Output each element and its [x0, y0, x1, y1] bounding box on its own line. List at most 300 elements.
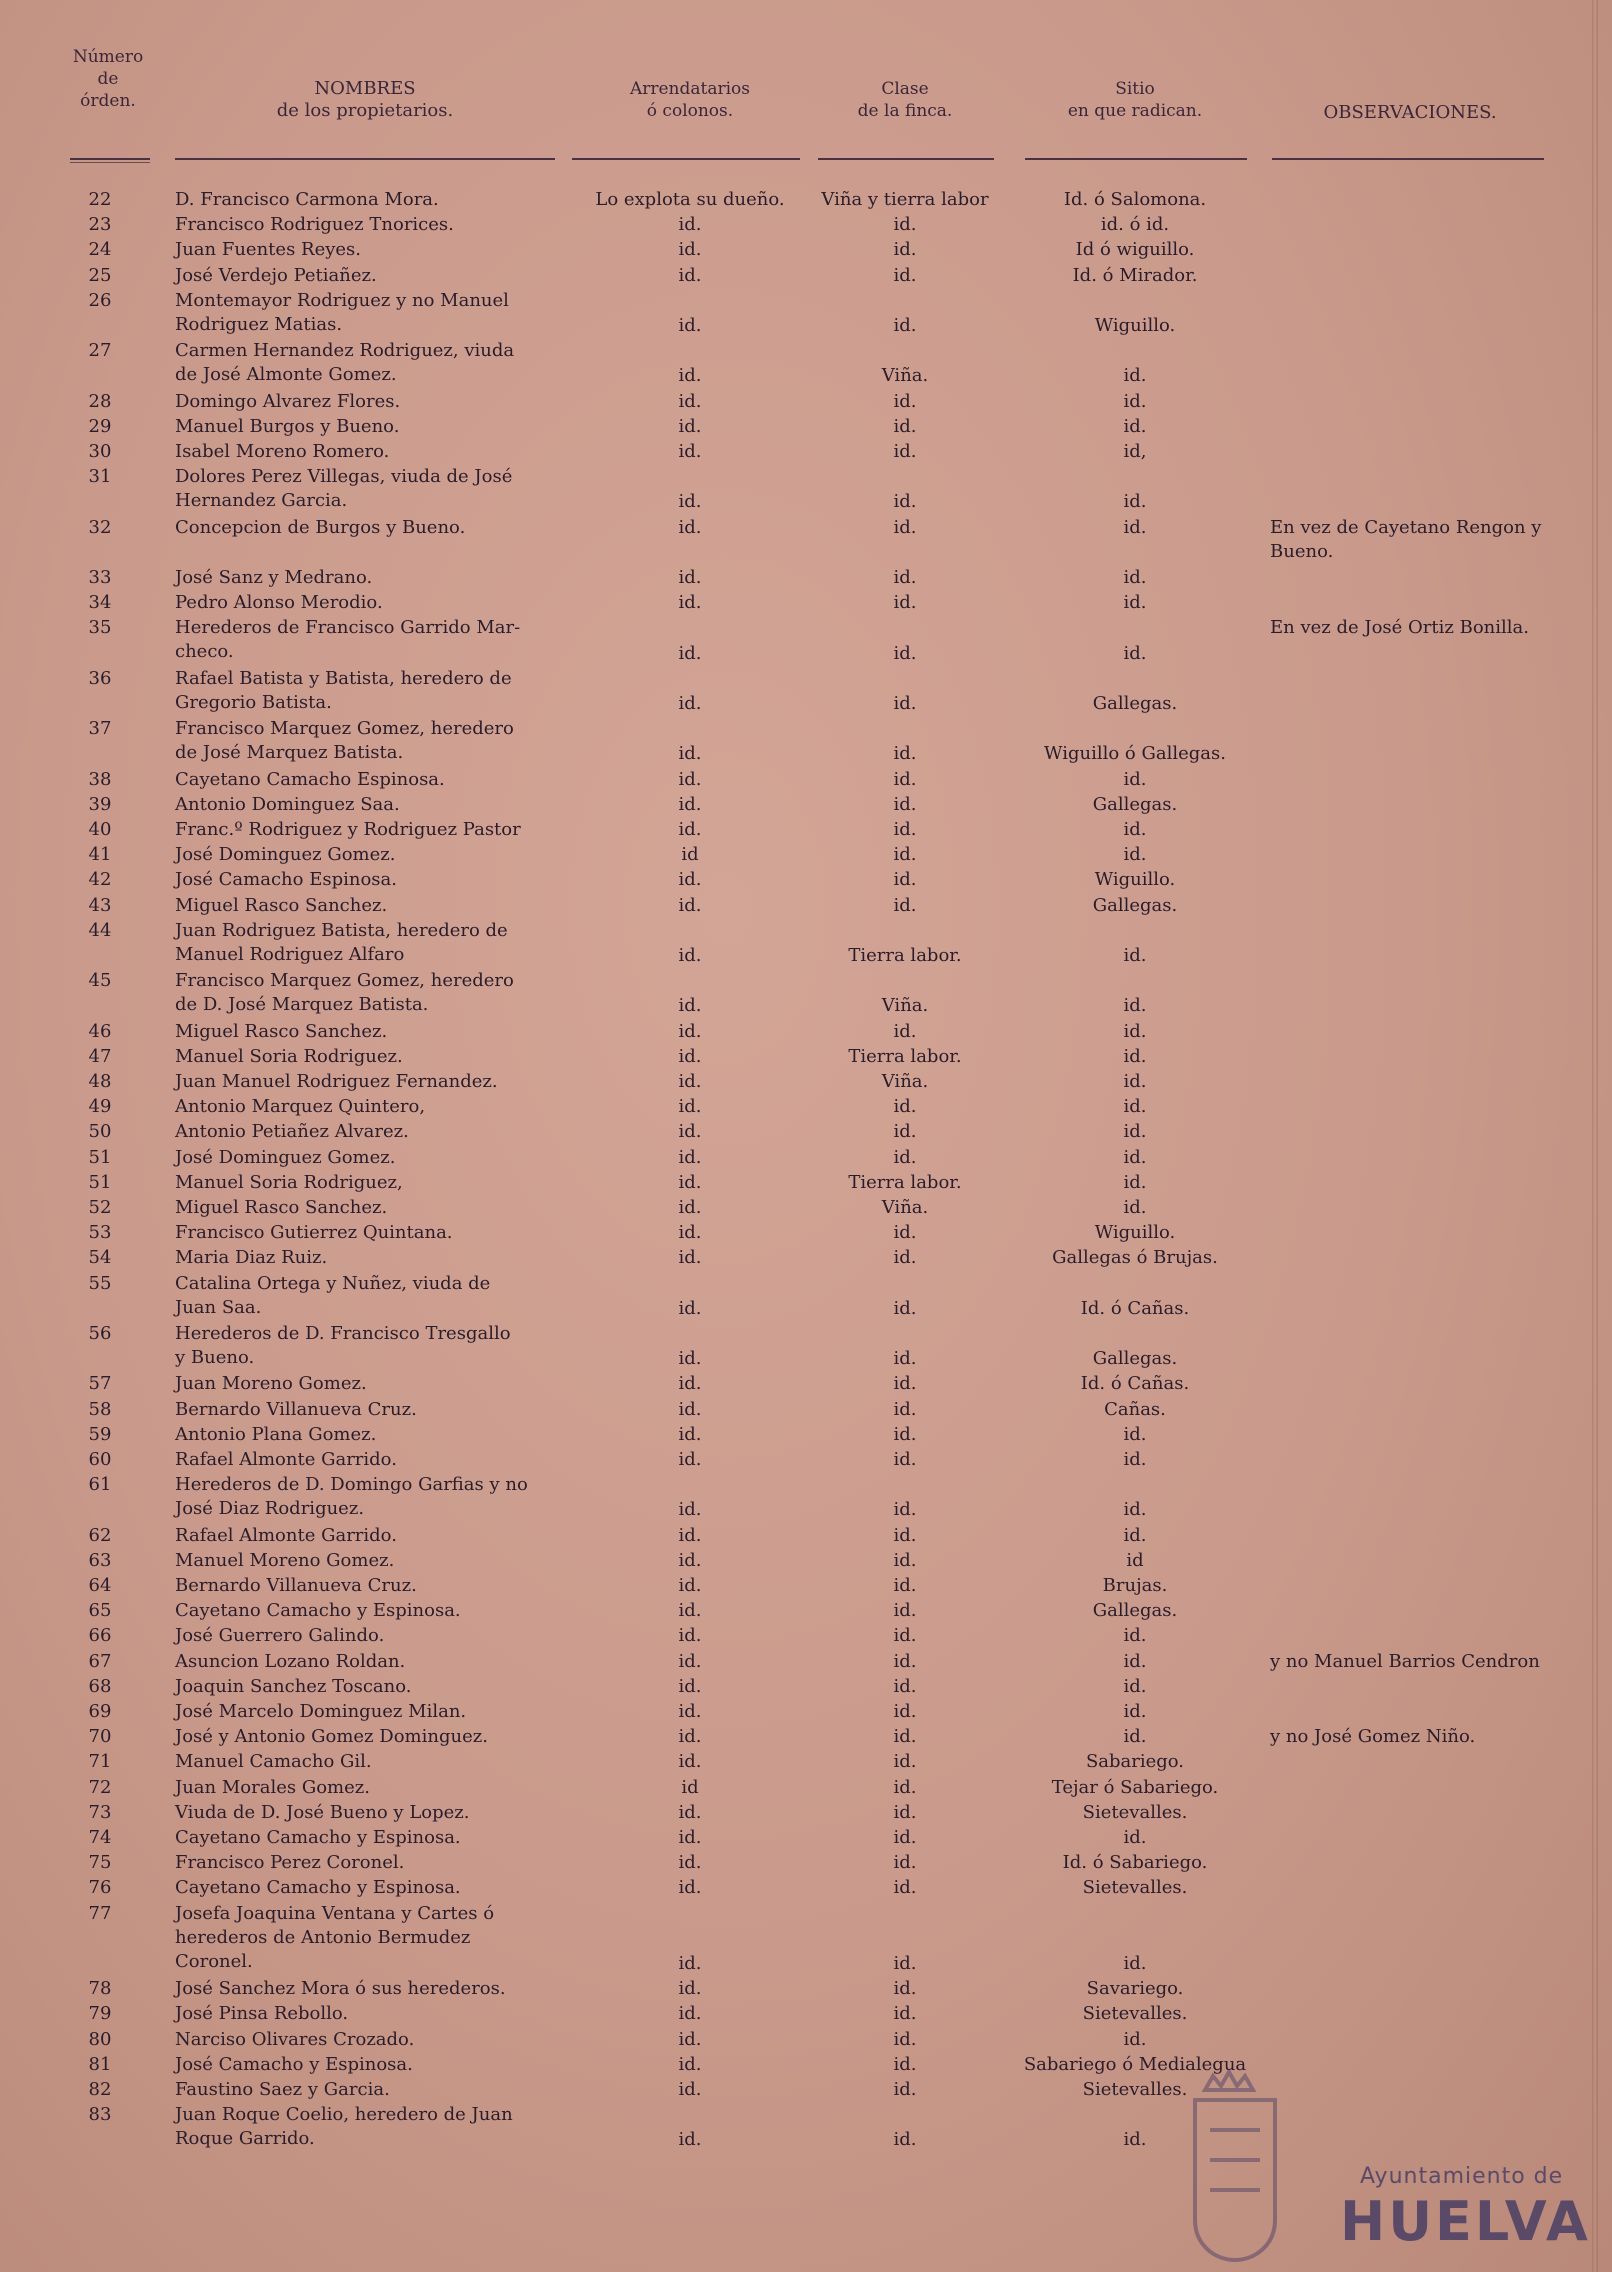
row-number: 82: [88, 2079, 112, 2100]
row-number: 31: [88, 466, 112, 488]
tenant: id.: [678, 592, 702, 614]
property-class: id.: [893, 2003, 917, 2025]
property-class: id.: [893, 491, 917, 513]
location: id.: [1123, 1449, 1147, 1470]
row-number: 49: [88, 1096, 112, 1118]
owner-name: José Camacho Espinosa.: [175, 869, 397, 891]
property-class: Viña.: [881, 1071, 929, 1092]
property-class: id.: [893, 1952, 917, 1974]
row-number: 54: [88, 1247, 112, 1269]
location: id.: [1123, 944, 1147, 966]
location: id.: [1123, 491, 1147, 513]
tenant: id.: [678, 894, 702, 916]
owner-name: Catalina Ortega y Nuñez, viuda de Juan Saa.: [175, 1272, 491, 1318]
tenant: id.: [678, 390, 702, 412]
location: Id. ó Mirador.: [1072, 264, 1198, 286]
property-class: Viña.: [881, 365, 929, 387]
property-class: id.: [893, 1222, 917, 1244]
row-number: 83: [88, 2104, 112, 2126]
owner-name: Juan Moreno Gomez.: [175, 1373, 367, 1395]
property-class: id.: [893, 819, 917, 840]
tenant: id.: [678, 2003, 702, 2025]
row-number: 46: [88, 1020, 112, 1042]
property-class: id.: [893, 1600, 917, 1622]
owner-name: Bernardo Villanueva Cruz.: [175, 1575, 417, 1596]
tenant: id.: [678, 1146, 702, 1168]
owner-name: Manuel Camacho Gil.: [175, 1751, 372, 1773]
owner-name: Miguel Rasco Sanchez.: [175, 1197, 388, 1218]
observation: En vez de José Ortiz Bonilla.: [1270, 617, 1529, 639]
row-number: 45: [88, 970, 112, 992]
observation: y no Manuel Barrios Cendron: [1270, 1650, 1540, 1672]
tenant: id.: [678, 1449, 702, 1470]
location: Gallegas ó Brujas.: [1052, 1247, 1218, 1269]
location: id.: [1123, 1121, 1147, 1143]
property-class: id.: [893, 793, 917, 815]
location: id.: [1123, 1625, 1147, 1647]
row-number: 66: [88, 1625, 112, 1647]
owner-name: Josefa Joaquina Ventana y Cartes ó herederos de Antonio Bermudez Coronel.: [175, 1902, 495, 1972]
owner-name: Pedro Alonso Merodio.: [175, 592, 383, 614]
tenant: id.: [678, 1600, 702, 1622]
location: id.: [1123, 415, 1147, 437]
tenant: id.: [678, 1171, 702, 1193]
owner-name: Carmen Hernandez Rodriguez, viuda de José Almonte Gomez.: [175, 340, 515, 386]
owner-name: José Verdejo Petiañez.: [175, 264, 377, 286]
observation: En vez de Cayetano Rengon y Bueno.: [1270, 516, 1542, 562]
location: id.: [1123, 1171, 1147, 1193]
location: Id. ó Salomona.: [1063, 189, 1207, 210]
property-class: id.: [893, 1373, 917, 1395]
row-number: 60: [88, 1449, 112, 1470]
tenant: id.: [678, 642, 702, 664]
tenant: id.: [678, 2129, 702, 2151]
property-class: id.: [893, 869, 917, 891]
property-class: id.: [893, 264, 917, 286]
owner-name: José Dominguez Gomez.: [175, 844, 396, 866]
property-class: id.: [893, 1146, 917, 1168]
property-class: id.: [893, 2053, 917, 2075]
owner-name: José Camacho y Espinosa.: [175, 2053, 413, 2075]
header-rule-class: [818, 158, 994, 160]
property-class: id.: [893, 692, 917, 714]
location: id.: [1123, 390, 1147, 412]
row-number: 62: [88, 1524, 112, 1546]
row-number: 33: [88, 567, 112, 588]
row-number: 32: [88, 516, 112, 538]
owner-name: Francisco Rodriguez Tnorices.: [175, 214, 454, 236]
location: Sietevalles.: [1082, 1877, 1188, 1899]
tenant: id.: [678, 1524, 702, 1546]
location: Sietevalles.: [1082, 2079, 1188, 2100]
property-class: id.: [893, 2079, 917, 2100]
header-site: Sitio en que radican.: [1067, 79, 1203, 121]
tenant: id.: [678, 314, 702, 336]
tenant: id.: [678, 1121, 702, 1143]
property-class: Tierra labor.: [848, 944, 962, 966]
tenant: id.: [678, 1827, 702, 1848]
tenant: id.: [678, 1625, 702, 1647]
location: id,: [1123, 441, 1147, 462]
owner-name: Rafael Almonte Garrido.: [175, 1449, 397, 1470]
location: id.: [1123, 1045, 1147, 1067]
property-class: id.: [893, 1978, 917, 2000]
row-number: 29: [88, 415, 112, 437]
owner-name: Manuel Burgos y Bueno.: [175, 415, 400, 437]
row-number: 55: [88, 1272, 112, 1294]
row-number: 76: [88, 1877, 112, 1899]
tenant: id.: [678, 1852, 702, 1874]
header-names: NOMBRES de los propietarios.: [276, 78, 454, 121]
owner-name: Miguel Rasco Sanchez.: [175, 1020, 388, 1042]
tenant: id.: [678, 2079, 702, 2100]
row-number: 28: [88, 390, 112, 412]
owner-name: José Dominguez Gomez.: [175, 1146, 396, 1168]
owner-name: Franc.º Rodriguez y Rodriguez Pastor: [175, 819, 521, 840]
tenant: id.: [678, 2028, 702, 2050]
tenant: id.: [678, 239, 702, 261]
owner-name: José Marcelo Dominguez Milan.: [175, 1701, 467, 1722]
location: id.: [1123, 2129, 1147, 2151]
owner-name: Maria Diaz Ruiz.: [175, 1247, 328, 1269]
property-class: Viña y tierra labor: [821, 189, 989, 210]
owner-name: Antonio Plana Gomez.: [175, 1423, 377, 1445]
owner-name: Rafael Batista y Batista, heredero de Gregorio Batista.: [175, 667, 512, 713]
owner-name: Juan Fuentes Reyes.: [175, 239, 362, 261]
row-number: 37: [88, 718, 112, 740]
tenant: id.: [678, 869, 702, 891]
property-class: id.: [893, 390, 917, 412]
location: id.: [1123, 819, 1147, 840]
owner-name: Cayetano Camacho Espinosa.: [175, 768, 445, 790]
row-number: 56: [88, 1323, 112, 1344]
owner-name: Rafael Almonte Garrido.: [175, 1524, 397, 1546]
property-class: id.: [893, 1701, 917, 1722]
property-class: id.: [893, 2028, 917, 2050]
row-number: 30: [88, 441, 112, 462]
row-number: 79: [88, 2003, 112, 2025]
owner-name: Manuel Soria Rodriguez,: [175, 1171, 403, 1193]
owner-name: Asuncion Lozano Roldan.: [175, 1650, 406, 1672]
property-class: id.: [893, 1776, 917, 1798]
owner-name: Francisco Marquez Gomez, heredero de D. José Marquez Batista.: [175, 970, 514, 1016]
tenant: id: [681, 844, 699, 866]
tenant: id.: [678, 214, 702, 236]
row-number: 59: [88, 1423, 112, 1445]
location: id.: [1123, 995, 1147, 1017]
location: Id. ó Sabariego.: [1062, 1852, 1208, 1874]
tenant: id.: [678, 1801, 702, 1823]
location: id.: [1123, 642, 1147, 664]
property-class: id.: [893, 1121, 917, 1143]
property-class: id.: [893, 567, 917, 588]
row-number: 48: [88, 1071, 112, 1092]
row-number: 67: [88, 1650, 112, 1672]
owner-name: Isabel Moreno Romero.: [175, 441, 390, 462]
tenant: id.: [678, 1751, 702, 1773]
property-class: Tierra labor.: [848, 1045, 962, 1067]
location: Sabariego ó Medialegua: [1023, 2053, 1247, 2075]
location: id.: [1123, 1499, 1147, 1521]
tenant: id.: [678, 1701, 702, 1722]
property-class: id.: [893, 1297, 917, 1319]
property-class: id.: [893, 516, 917, 538]
property-class: id.: [893, 314, 917, 336]
header-rule-number: [70, 158, 150, 160]
location: id: [1126, 1549, 1144, 1571]
row-number: 25: [88, 264, 112, 286]
header-rule-double: [70, 162, 150, 163]
row-number: 64: [88, 1575, 112, 1596]
location: id.: [1123, 1096, 1147, 1118]
location: id.: [1123, 516, 1147, 538]
owner-name: Dolores Perez Villegas, viuda de José Hernandez Garcia.: [175, 466, 513, 512]
owner-name: Antonio Dominguez Saa.: [175, 793, 400, 815]
owner-name: Juan Rodriguez Batista, heredero de Manuel Rodriguez Alfaro: [175, 919, 508, 965]
row-number: 61: [88, 1474, 112, 1496]
tenant: id.: [678, 1978, 702, 2000]
owner-name: Antonio Marquez Quintero,: [175, 1096, 426, 1118]
tenant: id.: [678, 1877, 702, 1899]
location: id.: [1123, 2028, 1147, 2050]
location: Gallegas.: [1092, 793, 1178, 815]
property-class: Tierra labor.: [848, 1171, 962, 1193]
owner-name: José Pinsa Rebollo.: [175, 2003, 349, 2025]
property-class: id.: [893, 1675, 917, 1697]
owner-name: Concepcion de Burgos y Bueno.: [175, 516, 466, 538]
row-number: 26: [88, 289, 112, 311]
tenant: id.: [678, 1020, 702, 1042]
property-class: id.: [893, 1726, 917, 1748]
row-number: 41: [88, 844, 112, 866]
location: id.: [1123, 1146, 1147, 1168]
property-class: id.: [893, 1247, 917, 1269]
row-number: 68: [88, 1675, 112, 1697]
owner-name: D. Francisco Carmona Mora.: [175, 189, 439, 210]
owner-name: Francisco Gutierrez Quintana.: [175, 1222, 453, 1244]
location: Gallegas.: [1092, 1600, 1178, 1622]
tenant: id.: [678, 1650, 702, 1672]
location: Gallegas.: [1092, 894, 1178, 916]
row-number: 65: [88, 1600, 112, 1622]
row-number: 47: [88, 1045, 112, 1067]
owner-name: Francisco Perez Coronel.: [175, 1852, 405, 1874]
property-class: id.: [893, 415, 917, 437]
property-class: id.: [893, 1575, 917, 1596]
owner-name: Bernardo Villanueva Cruz.: [175, 1398, 417, 1420]
tenant: id.: [678, 692, 702, 714]
tenant: id.: [678, 365, 702, 387]
header-rule-tenants: [572, 158, 800, 160]
location: id.: [1123, 365, 1147, 387]
tenant: id.: [678, 793, 702, 815]
row-number: 69: [88, 1701, 112, 1722]
row-number: 74: [88, 1827, 112, 1848]
location: id.: [1123, 1650, 1147, 1672]
row-number: 78: [88, 1978, 112, 2000]
location: id.: [1123, 1071, 1147, 1092]
row-number: 81: [88, 2053, 112, 2075]
location: Id. ó Cañas.: [1080, 1297, 1190, 1319]
location: Gallegas.: [1092, 692, 1178, 714]
tenant: id.: [678, 491, 702, 513]
owner-name: Juan Roque Coelio, heredero de Juan Roque Garrido.: [175, 2104, 513, 2150]
owner-name: José Sanz y Medrano.: [175, 567, 373, 588]
owner-name: José y Antonio Gomez Dominguez.: [175, 1726, 488, 1748]
property-class: id.: [893, 2129, 917, 2151]
owner-name: Cayetano Camacho y Espinosa.: [175, 1600, 461, 1622]
row-number: 80: [88, 2028, 112, 2050]
tenant: id.: [678, 1398, 702, 1420]
property-class: id.: [893, 1877, 917, 1899]
header-observations: OBSERVACIONES.: [1323, 102, 1497, 123]
tenant: id: [681, 1776, 699, 1798]
location: id.: [1123, 768, 1147, 790]
location: id.: [1123, 1726, 1147, 1748]
location: id.: [1123, 1524, 1147, 1546]
tenant: id.: [678, 2053, 702, 2075]
property-class: id.: [893, 1423, 917, 1445]
row-number: 36: [88, 667, 112, 689]
location: id.: [1123, 1827, 1147, 1848]
property-class: id.: [893, 1549, 917, 1571]
tenant: id.: [678, 1197, 702, 1218]
tenant: id.: [678, 516, 702, 538]
location: Gallegas.: [1092, 1348, 1178, 1370]
location: Wiguillo.: [1094, 1222, 1176, 1244]
row-number: 27: [88, 340, 112, 362]
row-number: 58: [88, 1398, 112, 1420]
owner-name: Montemayor Rodriguez y no Manuel Rodriguez Matias.: [175, 289, 509, 335]
property-class: id.: [893, 1398, 917, 1420]
row-number: 42: [88, 869, 112, 891]
row-number: 53: [88, 1222, 112, 1244]
owner-name: Narciso Olivares Crozado.: [175, 2028, 415, 2050]
row-number: 51: [88, 1146, 112, 1168]
row-number: 44: [88, 919, 112, 941]
property-class: id.: [893, 1524, 917, 1546]
header-rule-observations: [1272, 158, 1544, 160]
owner-name: José Guerrero Galindo.: [175, 1625, 385, 1647]
header-tenants: Arrendatarios ó colonos.: [629, 79, 751, 121]
property-class: id.: [893, 1449, 917, 1470]
property-class: id.: [893, 1348, 917, 1370]
tenant: id.: [678, 1575, 702, 1596]
property-class: id.: [893, 844, 917, 866]
location: Sietevalles.: [1082, 2003, 1188, 2025]
tenant: id.: [678, 743, 702, 765]
tenant: id.: [678, 264, 702, 286]
stamp-line-1: Ayuntamiento de: [1360, 2164, 1564, 2189]
row-number: 40: [88, 819, 112, 840]
row-number: 38: [88, 768, 112, 790]
location: Wiguillo.: [1094, 314, 1176, 336]
row-number: 77: [88, 1902, 112, 1924]
property-class: id.: [893, 239, 917, 261]
property-class: id.: [893, 1801, 917, 1823]
location: id.: [1123, 844, 1147, 866]
tenant: Lo explota su dueño.: [595, 189, 785, 210]
tenant: id.: [678, 768, 702, 790]
tenant: id.: [678, 1222, 702, 1244]
property-class: id.: [893, 1852, 917, 1874]
location: id.: [1123, 1701, 1147, 1722]
tenant: id.: [678, 1549, 702, 1571]
location: id.: [1123, 1675, 1147, 1697]
tenant: id.: [678, 1675, 702, 1697]
row-number: 22: [88, 189, 112, 210]
owner-name: Herederos de D. Domingo Garfias y no José Diaz Rodriguez.: [175, 1474, 528, 1520]
row-number: 71: [88, 1751, 112, 1773]
property-class: id.: [893, 1827, 917, 1848]
location: Brujas.: [1102, 1575, 1168, 1596]
tenant: id.: [678, 1071, 702, 1092]
header-number: Número de órden.: [72, 47, 144, 111]
owner-name: Juan Morales Gomez.: [175, 1776, 370, 1798]
row-number: 34: [88, 592, 112, 614]
tenant: id.: [678, 441, 702, 462]
location: id.: [1123, 592, 1147, 614]
owner-name: Antonio Petiañez Alvarez.: [175, 1121, 409, 1143]
observation: y no José Gomez Niño.: [1270, 1726, 1476, 1748]
tenant: id.: [678, 1373, 702, 1395]
owner-name: Manuel Soria Rodriguez.: [175, 1045, 403, 1067]
tenant: id.: [678, 415, 702, 437]
property-class: id.: [893, 1020, 917, 1042]
owner-name: Cayetano Camacho y Espinosa.: [175, 1827, 461, 1848]
location: Id ó wiguillo.: [1075, 239, 1195, 261]
row-number: 57: [88, 1373, 112, 1395]
tenant: id.: [678, 1096, 702, 1118]
property-class: id.: [893, 768, 917, 790]
owner-name: Francisco Marquez Gomez, heredero de José Marquez Batista.: [175, 718, 514, 764]
owner-name: Herederos de Francisco Garrido Mar- checo.: [175, 617, 521, 663]
location: Wiguillo.: [1094, 869, 1176, 891]
owner-name: Cayetano Camacho y Espinosa.: [175, 1877, 461, 1899]
property-class: id.: [893, 1625, 917, 1647]
row-number: 70: [88, 1726, 112, 1748]
row-number: 43: [88, 894, 112, 916]
row-number: 72: [88, 1776, 112, 1798]
header-rule-names: [175, 158, 555, 160]
property-class: id.: [893, 1499, 917, 1521]
row-number: 63: [88, 1549, 112, 1571]
row-number: 23: [88, 214, 112, 236]
location: Cañas.: [1104, 1398, 1166, 1420]
row-number: 75: [88, 1852, 112, 1874]
property-class: id.: [893, 1751, 917, 1773]
location: Wiguillo ó Gallegas.: [1044, 743, 1226, 765]
property-class: id.: [893, 894, 917, 916]
tenant: id.: [678, 995, 702, 1017]
owner-name: Domingo Alvarez Flores.: [175, 390, 401, 412]
location: id. ó id.: [1100, 214, 1170, 236]
tenant: id.: [678, 1952, 702, 1974]
property-class: Viña.: [881, 1197, 929, 1218]
location: id.: [1123, 1952, 1147, 1974]
row-number: 73: [88, 1801, 112, 1823]
property-class: Viña.: [881, 995, 929, 1017]
tenant: id.: [678, 1726, 702, 1748]
location: id.: [1123, 1197, 1147, 1218]
tenant: id.: [678, 1297, 702, 1319]
owner-name: José Sanchez Mora ó sus herederos.: [175, 1978, 506, 2000]
location: id.: [1123, 1423, 1147, 1445]
header-rule-site: [1025, 158, 1247, 160]
owner-name: Miguel Rasco Sanchez.: [175, 894, 388, 916]
tenant: id.: [678, 819, 702, 840]
location: Sietevalles.: [1082, 1801, 1188, 1823]
